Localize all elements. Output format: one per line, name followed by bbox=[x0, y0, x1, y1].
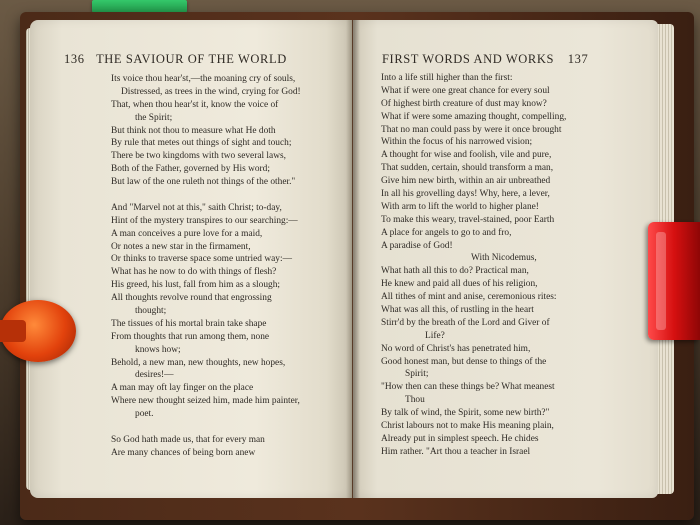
text-line: Into a life still higher than the first: bbox=[381, 73, 513, 83]
left-page-text bbox=[111, 73, 343, 460]
text-line: A paradise of God! bbox=[381, 240, 453, 251]
text-line: poet. bbox=[135, 409, 154, 420]
text-line: He knew and paid all dues of his religion, bbox=[381, 279, 538, 290]
text-line: Life? bbox=[425, 330, 445, 341]
book-gutter bbox=[346, 20, 360, 498]
right-page-text bbox=[381, 72, 631, 459]
text-line: Hint of the mystery transpires to our searching:— bbox=[111, 215, 298, 226]
text-line: Give him new birth, within an air unbreathed bbox=[381, 176, 551, 187]
text-line: knows how; bbox=[135, 344, 181, 355]
text-line: By talk of wind, the Spirit, some new birth?" bbox=[381, 408, 550, 419]
text-line: Thou bbox=[405, 395, 425, 406]
text-line: Where new thought seized him, made him painter, bbox=[111, 396, 300, 407]
text-line: Or notes a new star in the firmament, bbox=[111, 241, 251, 252]
text-line: A place for angels to go to and fro, bbox=[381, 227, 512, 238]
text-line: Already put in simplest speech. He chides bbox=[381, 433, 539, 444]
text-line: But law of the one ruleth not things of the other." bbox=[111, 177, 296, 188]
text-line: What hath all this to do? Practical man, bbox=[381, 266, 529, 277]
text-line: So God hath made us, that for every man bbox=[111, 434, 265, 445]
text-line: All tithes of mint and anise, ceremonious rites: bbox=[381, 292, 557, 303]
text-line: Stirr'd by the breath of the Lord and Giver of bbox=[381, 317, 550, 328]
text-line: All thoughts revolve round that engrossing bbox=[111, 293, 272, 304]
text-line: The tissues of his mortal brain take shape bbox=[111, 318, 267, 329]
text-line: With Nicodemus, bbox=[471, 253, 537, 264]
text-line: His greed, his lust, fall from him as a slough; bbox=[111, 280, 280, 291]
left-page-number: 136 bbox=[64, 52, 85, 66]
text-line: thought; bbox=[135, 306, 167, 317]
text-line: To make this weary, travel-stained, poor Earth bbox=[381, 214, 555, 225]
text-line: Within the focus of his narrowed vision; bbox=[381, 137, 533, 148]
text-line: And "Marvel not at this," saith Christ; to-day, bbox=[111, 202, 282, 213]
text-line: What has he now to do with things of flesh? bbox=[111, 267, 277, 278]
text-line: Its voice thou hear'st,—the moaning cry of souls, bbox=[111, 74, 296, 84]
text-line: With arm to lift the world to higher plane! bbox=[381, 201, 539, 212]
text-line: That, when thou hear'st it, know the voice of bbox=[111, 99, 279, 110]
text-line: Him rather. "Art thou a teacher in Israel bbox=[381, 446, 531, 457]
text-line: Both of the Father, governed by His word; bbox=[111, 164, 270, 175]
stanza-break bbox=[111, 189, 343, 202]
text-line: A man conceives a pure love for a maid, bbox=[111, 228, 263, 239]
red-clip bbox=[648, 222, 700, 340]
text-line: A thought for wise and foolish, vile and pure, bbox=[381, 150, 552, 161]
text-line: Are many chances of being born anew bbox=[111, 447, 256, 458]
text-line: What if were one great chance for every soul bbox=[381, 85, 550, 96]
text-line: Christ labours not to make His meaning plain, bbox=[381, 421, 554, 432]
text-line: Spirit; bbox=[405, 369, 429, 380]
right-page-number: 137 bbox=[567, 52, 589, 66]
text-line: "How then can these things be? What meanest bbox=[381, 382, 555, 393]
text-line: A man may oft lay finger on the place bbox=[111, 383, 254, 394]
text-line: What was all this, of rustling in the heart bbox=[381, 305, 534, 316]
text-line: That no man could pass by were it once brought bbox=[381, 124, 562, 135]
text-line: No word of Christ's has penetrated him, bbox=[381, 343, 531, 354]
left-running-title: THE SAVIOUR OF THE WORLD bbox=[96, 52, 287, 66]
text-line: What if were some amazing thought, compelling, bbox=[381, 111, 567, 122]
right-running-title: FIRST WORDS AND WORKS bbox=[382, 52, 555, 66]
text-line: There be two kingdoms with two several laws, bbox=[111, 151, 286, 162]
text-line: Good honest man, but dense to things of the bbox=[381, 356, 547, 367]
text-line: From thoughts that run among them, none bbox=[111, 331, 270, 342]
text-line: Or thinks to traverse space some untried way:— bbox=[111, 254, 292, 265]
left-running-head bbox=[64, 52, 287, 67]
orange-clip bbox=[0, 300, 76, 362]
text-line: Distressed, as trees in the wind, crying for God! bbox=[121, 86, 301, 97]
text-line: That sudden, certain, should transform a man, bbox=[381, 163, 554, 174]
text-line: Of highest birth creature of dust may know? bbox=[381, 98, 547, 109]
text-line: Behold, a new man, new thoughts, new hopes, bbox=[111, 357, 286, 368]
text-line: By rule that metes out things of sight and touch; bbox=[111, 138, 292, 149]
text-line: But think not thou to measure what He doth bbox=[111, 125, 276, 136]
right-running-head bbox=[382, 52, 588, 67]
text-line: In all his grovelling days! Why, here, a lever, bbox=[381, 189, 550, 200]
text-line: the Spirit; bbox=[135, 112, 173, 123]
text-line: desires!— bbox=[135, 370, 174, 381]
stanza-break bbox=[111, 421, 343, 434]
